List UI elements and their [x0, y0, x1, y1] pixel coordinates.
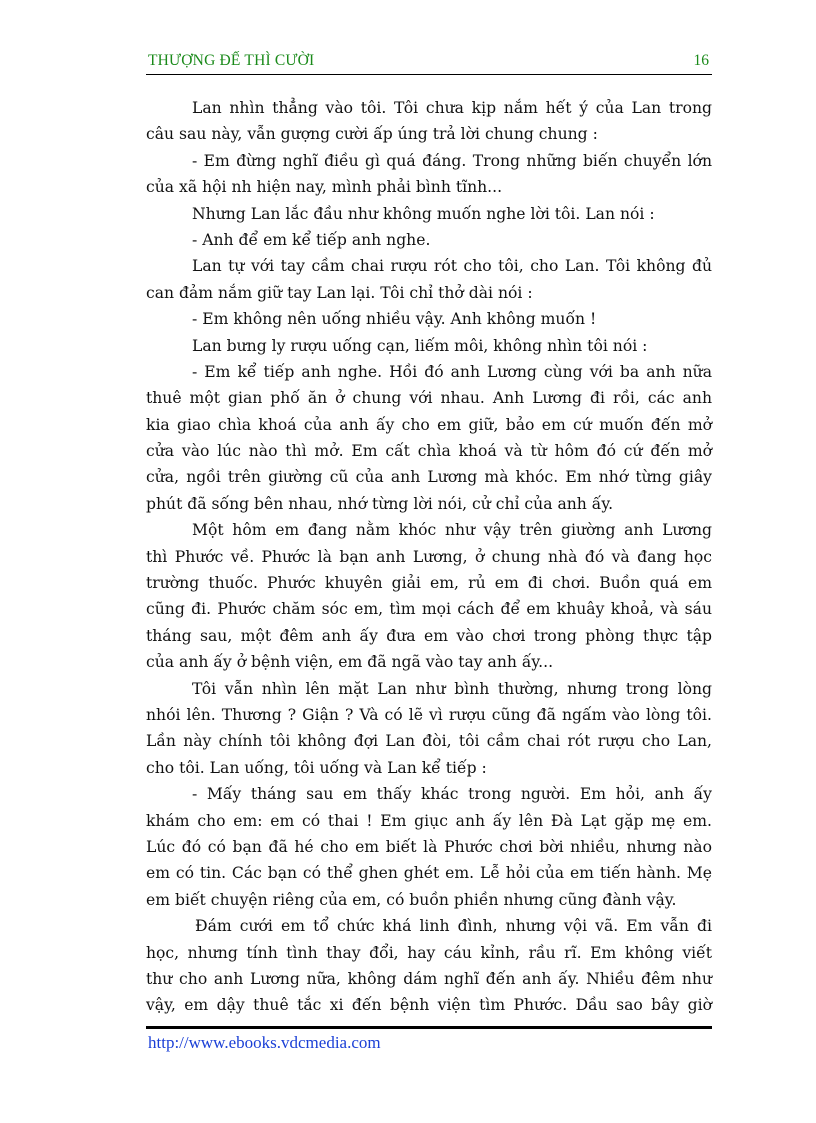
text-line: trường thuốc. Phước khuyên giải em, rủ em đi chơi. Buồn quá em: [146, 574, 712, 593]
text-line: câu sau này, vẫn gượng cười ấp úng trả lời chung chung :: [146, 125, 598, 144]
body-text: [146, 95, 712, 1019]
text-line: em biết chuyện riêng của em, có buồn phiền nhưng cũng đành vậy.: [146, 890, 677, 909]
text-line: thì Phước về. Phước là bạn anh Lương, ở chung nhà đó và đang học: [146, 547, 712, 566]
text-line: học, nhưng tính tình thay đổi, hay cáu kỉnh, rầu rĩ. Em không viết: [146, 943, 712, 962]
text-line: Lan tự với tay cầm chai rượu rót cho tôi, cho Lan. Tôi không đủ: [192, 257, 712, 276]
text-line: của anh ấy ở bệnh viện, em đã ngã vào tay anh ấy...: [146, 653, 554, 672]
text-line: Lan bưng ly rượu uống cạn, liếm môi, không nhìn tôi nói :: [192, 336, 648, 355]
text-line: em có tin. Các bạn có thể ghen ghét em. Lễ hỏi của em tiến hành. Mẹ: [146, 864, 712, 883]
text-line: cũng đi. Phước chăm sóc em, tìm mọi cách để em khuây khoả, và sáu: [146, 600, 712, 619]
text-line: - Em kể tiếp anh nghe. Hồi đó anh Lương cùng với ba anh nữa: [192, 362, 712, 381]
text-line: - Anh để em kể tiếp anh nghe.: [192, 230, 431, 249]
text-line: khám cho em: em có thai ! Em giục anh ấy lên Đà Lạt gặp mẹ em.: [146, 811, 712, 830]
book-title: THƯỢNG ĐẾ THÌ CƯỜI: [148, 52, 315, 69]
page-number: 16: [693, 52, 709, 69]
text-line: cửa, ngồi trên giường cũ của anh Lương mà khóc. Em nhớ từng giây: [146, 468, 712, 487]
running-header: [148, 52, 712, 74]
text-line: Lần này chính tôi không đợi Lan đòi, tôi cầm chai rót rượu cho Lan,: [146, 732, 712, 751]
text-line: vậy, em dậy thuê tắc xi đến bệnh viện tìm Phước. Dầu sao bây giờ: [146, 996, 712, 1015]
text-line: của xã hội nh hiện nay, mình phải bình tĩnh...: [146, 178, 503, 197]
text-line: can đảm nắm giữ tay Lan lại. Tôi chỉ thở dài nói :: [146, 283, 533, 302]
text-line: cho tôi. Lan uống, tôi uống và Lan kể tiếp :: [146, 758, 487, 777]
text-line: nhói lên. Thương ? Giận ? Và có lẽ vì rượu cũng đã ngấm vào lòng tôi.: [146, 705, 712, 724]
text-line: thư cho anh Lương nữa, không dám nghĩ đến anh ấy. Nhiều đêm như: [146, 969, 712, 988]
header-rule: [146, 74, 712, 75]
text-line: Lan nhìn thẳng vào tôi. Tôi chưa kịp nắm hết ý của Lan trong: [192, 99, 712, 117]
text-line: kia giao chìa khoá của anh ấy cho em giữ, bảo em cứ muốn đến mở: [146, 415, 712, 434]
text-line: Lúc đó có bạn đã hé cho em biết là Phước chơi bời nhiều, nhưng nào: [146, 837, 712, 856]
footer-link[interactable]: http://www.ebooks.vdcmedia.com: [148, 1033, 381, 1052]
text-line: - Mấy tháng sau em thấy khác trong người. Em hỏi, anh ấy: [192, 785, 712, 804]
text-line: tháng sau, một đêm anh ấy đưa em vào chơi trong phòng thực tập: [146, 626, 712, 645]
text-line: - Em đừng nghĩ điều gì quá đáng. Trong những biến chuyển lớn: [192, 151, 712, 170]
text-line: Một hôm em đang nằm khóc như vậy trên giường anh Lương: [192, 521, 712, 540]
text-line: thuê một gian phố ăn ở chung với nhau. Anh Lương đi rồi, các anh: [146, 389, 712, 408]
footer-rule: [146, 1026, 712, 1029]
text-line: phút đã sống bên nhau, nhớ từng lời nói, cử chỉ của anh ấy.: [146, 494, 614, 513]
text-line: cửa vào lúc nào thì mở. Em cất chìa khoá và từ hôm đó cứ đến mở: [146, 442, 712, 461]
text-line: - Em không nên uống nhiều vậy. Anh không muốn !: [192, 310, 597, 329]
text-line: Tôi vẫn nhìn lên mặt Lan như bình thường, nhưng trong lòng: [192, 679, 712, 698]
text-line: Đám cưới em tổ chức khá linh đình, nhưng vội vã. Em vẫn đi: [195, 917, 712, 936]
text-line: Nhưng Lan lắc đầu như không muốn nghe lời tôi. Lan nói :: [192, 204, 655, 223]
